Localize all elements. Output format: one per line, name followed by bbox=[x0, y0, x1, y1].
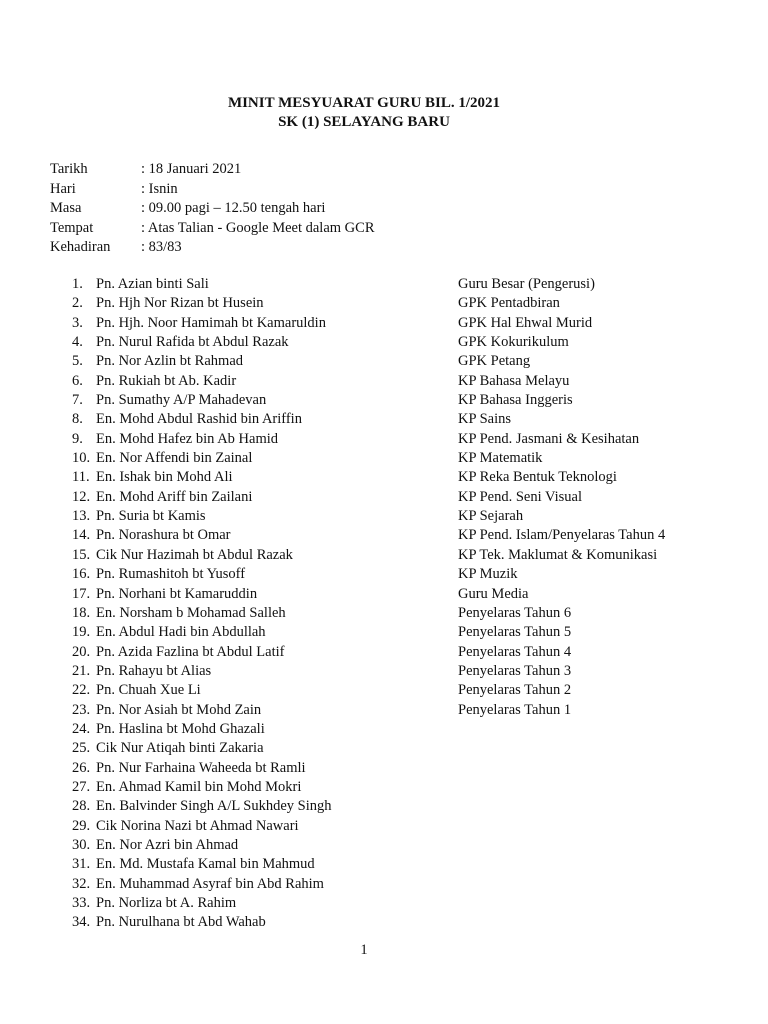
attendee-role: GPK Petang bbox=[458, 353, 531, 370]
attendee-role: KP Tek. Maklumat & Komunikasi bbox=[458, 546, 658, 563]
attendee-number: 31. bbox=[72, 856, 91, 873]
attendee-name: En. Ishak bin Mohd Ali bbox=[96, 469, 233, 486]
attendee-role: GPK Hal Ehwal Murid bbox=[458, 314, 593, 331]
attendee-name: En. Nor Affendi bin Zainal bbox=[96, 450, 253, 467]
attendee-name: Pn. Nor Azlin bt Rahmad bbox=[96, 353, 244, 370]
attendee-name: Pn. Nurulhana bt Abd Wahab bbox=[96, 914, 266, 931]
attendee-name: Pn. Rumashitoh bt Yusoff bbox=[96, 566, 246, 583]
attendee-row bbox=[72, 817, 712, 836]
attendee-role: KP Matematik bbox=[458, 450, 543, 467]
attendee-role: KP Pend. Jasmani & Kesihatan bbox=[458, 430, 640, 447]
attendee-number: 5. bbox=[72, 353, 83, 370]
detail-value: : 83/83 bbox=[141, 239, 182, 255]
attendee-role: GPK Pentadbiran bbox=[458, 295, 560, 312]
attendee-number: 32. bbox=[72, 875, 91, 892]
detail-value: : 18 Januari 2021 bbox=[141, 161, 242, 177]
attendee-name: En. Norsham b Mohamad Salleh bbox=[96, 604, 286, 621]
attendee-name: Pn. Hjh. Noor Hamimah bt Kamaruldin bbox=[96, 314, 326, 331]
detail-label: Kehadiran bbox=[50, 239, 111, 255]
attendee-number: 13. bbox=[72, 508, 91, 525]
attendee-number: 9. bbox=[72, 430, 83, 447]
attendee-name: En. Mohd Hafez bin Ab Hamid bbox=[96, 430, 279, 447]
attendee-row bbox=[72, 468, 712, 487]
attendee-name: Pn. Nurul Rafida bt Abdul Razak bbox=[96, 334, 289, 351]
attendee-number: 1. bbox=[72, 276, 83, 292]
attendee-name: Cik Nur Hazimah bt Abdul Razak bbox=[96, 546, 293, 563]
document-title: MINIT MESYUARAT GURU BIL. 1/2021 bbox=[227, 95, 501, 111]
attendee-number: 24. bbox=[72, 720, 91, 737]
attendee-number: 15. bbox=[72, 546, 91, 563]
attendee-row bbox=[72, 352, 712, 371]
attendee-name: En. Ahmad Kamil bin Mohd Mokri bbox=[96, 778, 302, 795]
attendee-role: KP Bahasa Inggeris bbox=[458, 392, 573, 409]
attendee-number: 11. bbox=[72, 469, 90, 486]
attendee-name: Pn. Norashura bt Omar bbox=[96, 527, 231, 544]
attendee-row bbox=[72, 894, 712, 913]
attendee-number: 2. bbox=[72, 295, 83, 312]
attendee-row bbox=[72, 526, 712, 545]
attendee-row bbox=[72, 565, 712, 584]
attendee-role: KP Sains bbox=[458, 411, 512, 428]
attendee-number: 18. bbox=[72, 604, 91, 621]
attendee-row bbox=[72, 643, 712, 662]
attendee-role: KP Pend. Islam/Penyelaras Tahun 4 bbox=[458, 527, 666, 544]
attendee-role: KP Pend. Seni Visual bbox=[458, 488, 583, 505]
attendee-role: Guru Besar (Pengerusi) bbox=[458, 276, 595, 292]
attendee-row bbox=[72, 913, 712, 932]
attendee-name: Pn. Azian binti Sali bbox=[96, 276, 209, 292]
attendee-name: Pn. Hjh Nor Rizan bt Husein bbox=[96, 295, 264, 312]
attendee-name: En. Mohd Abdul Rashid bin Ariffin bbox=[96, 411, 302, 428]
attendee-number: 16. bbox=[72, 566, 91, 583]
attendee-row bbox=[72, 314, 712, 333]
detail-label: Hari bbox=[50, 180, 76, 197]
attendee-number: 17. bbox=[72, 585, 91, 602]
attendee-role: KP Reka Bentuk Teknologi bbox=[458, 469, 617, 486]
attendee-name: En. Mohd Ariff bin Zailani bbox=[96, 488, 253, 505]
attendee-row bbox=[72, 836, 712, 855]
attendee-role: Guru Media bbox=[458, 585, 529, 602]
attendee-name: Cik Norina Nazi bt Ahmad Nawari bbox=[96, 817, 299, 834]
attendee-name: Pn. Nur Farhaina Waheeda bt Ramli bbox=[96, 759, 306, 776]
attendee-role: KP Muzik bbox=[458, 566, 518, 583]
attendee-row bbox=[72, 681, 712, 700]
attendee-row bbox=[72, 507, 712, 526]
attendee-name: En. Abdul Hadi bin Abdullah bbox=[96, 624, 266, 641]
attendee-number: 8. bbox=[72, 411, 83, 428]
attendee-number: 4. bbox=[72, 334, 83, 351]
attendee-number: 12. bbox=[72, 488, 91, 505]
attendee-row bbox=[72, 623, 712, 642]
attendee-role: Penyelaras Tahun 3 bbox=[458, 662, 572, 679]
attendee-number: 25. bbox=[72, 740, 91, 757]
attendee-row bbox=[72, 430, 712, 449]
attendee-role: Penyelaras Tahun 2 bbox=[458, 682, 572, 699]
attendee-row bbox=[72, 875, 712, 894]
detail-label: Tarikh bbox=[50, 161, 88, 177]
attendee-number: 10. bbox=[72, 450, 91, 467]
attendee-number: 14. bbox=[72, 527, 91, 544]
attendee-name: Pn. Rukiah bt Ab. Kadir bbox=[96, 372, 237, 389]
attendee-role: Penyelaras Tahun 6 bbox=[458, 604, 572, 621]
attendee-name: Pn. Rahayu bt Alias bbox=[96, 662, 212, 679]
attendee-number: 26. bbox=[72, 759, 91, 776]
attendee-row bbox=[72, 294, 712, 313]
attendee-name: Pn. Sumathy A/P Mahadevan bbox=[96, 392, 267, 409]
attendee-number: 28. bbox=[72, 798, 91, 815]
attendee-name: Cik Nur Atiqah binti Zakaria bbox=[96, 740, 264, 757]
attendee-row bbox=[72, 488, 712, 507]
attendee-role: Penyelaras Tahun 4 bbox=[458, 643, 572, 660]
attendee-row bbox=[72, 855, 712, 874]
attendee-number: 21. bbox=[72, 662, 91, 679]
attendee-name: En. Muhammad Asyraf bin Abd Rahim bbox=[96, 875, 324, 892]
attendee-row bbox=[72, 449, 712, 468]
attendee-name: Pn. Norliza bt A. Rahim bbox=[96, 895, 237, 911]
attendee-name: Pn. Nor Asiah bt Mohd Zain bbox=[96, 701, 262, 718]
attendee-row bbox=[72, 759, 712, 778]
attendee-row bbox=[72, 275, 712, 294]
attendee-row bbox=[72, 662, 712, 681]
attendee-role: Penyelaras Tahun 1 bbox=[458, 701, 572, 718]
attendee-number: 30. bbox=[72, 836, 91, 853]
attendee-row bbox=[72, 797, 712, 816]
attendee-row bbox=[72, 701, 712, 720]
attendee-row bbox=[72, 720, 712, 739]
attendee-row bbox=[72, 585, 712, 604]
attendee-row bbox=[72, 391, 712, 410]
attendee-row bbox=[72, 372, 712, 391]
page-number: 1 bbox=[360, 942, 368, 958]
attendee-name: Pn. Norhani bt Kamaruddin bbox=[96, 585, 258, 602]
attendee-name: Pn. Azida Fazlina bt Abdul Latif bbox=[96, 643, 285, 660]
attendee-number: 23. bbox=[72, 701, 91, 718]
attendee-role: GPK Kokurikulum bbox=[458, 334, 569, 351]
attendee-row bbox=[72, 739, 712, 758]
attendee-row bbox=[72, 604, 712, 623]
attendee-number: 22. bbox=[72, 682, 91, 699]
attendee-row bbox=[72, 333, 712, 352]
attendee-number: 19. bbox=[72, 624, 91, 641]
detail-value: : 09.00 pagi – 12.50 tengah hari bbox=[141, 200, 326, 216]
detail-value: : Isnin bbox=[141, 180, 178, 197]
attendee-number: 7. bbox=[72, 392, 83, 409]
attendee-role: Penyelaras Tahun 5 bbox=[458, 624, 572, 641]
attendee-list bbox=[72, 275, 712, 933]
attendee-number: 3. bbox=[72, 314, 83, 331]
attendee-name: Pn. Suria bt Kamis bbox=[96, 508, 206, 525]
attendee-name: En. Nor Azri bin Ahmad bbox=[96, 836, 239, 853]
detail-label: Masa bbox=[50, 200, 82, 216]
attendee-number: 34. bbox=[72, 914, 91, 931]
attendee-role: KP Sejarah bbox=[458, 508, 524, 525]
attendee-role: KP Bahasa Melayu bbox=[458, 372, 570, 389]
attendee-name: Pn. Chuah Xue Li bbox=[96, 682, 201, 699]
detail-value: : Atas Talian - Google Meet dalam GCR bbox=[141, 219, 375, 236]
detail-label: Tempat bbox=[50, 219, 94, 236]
school-name: SK (1) SELAYANG BARU bbox=[278, 114, 450, 130]
attendee-name: En. Balvinder Singh A/L Sukhdey Singh bbox=[96, 798, 332, 815]
attendee-row bbox=[72, 410, 712, 429]
attendee-row bbox=[72, 546, 712, 565]
attendee-name: Pn. Haslina bt Mohd Ghazali bbox=[96, 720, 265, 737]
attendee-number: 20. bbox=[72, 643, 91, 660]
attendee-name: En. Md. Mustafa Kamal bin Mahmud bbox=[96, 856, 315, 873]
attendee-number: 27. bbox=[72, 778, 91, 795]
attendee-number: 33. bbox=[72, 895, 91, 911]
attendee-number: 29. bbox=[72, 817, 91, 834]
attendee-row bbox=[72, 778, 712, 797]
attendee-number: 6. bbox=[72, 372, 83, 389]
